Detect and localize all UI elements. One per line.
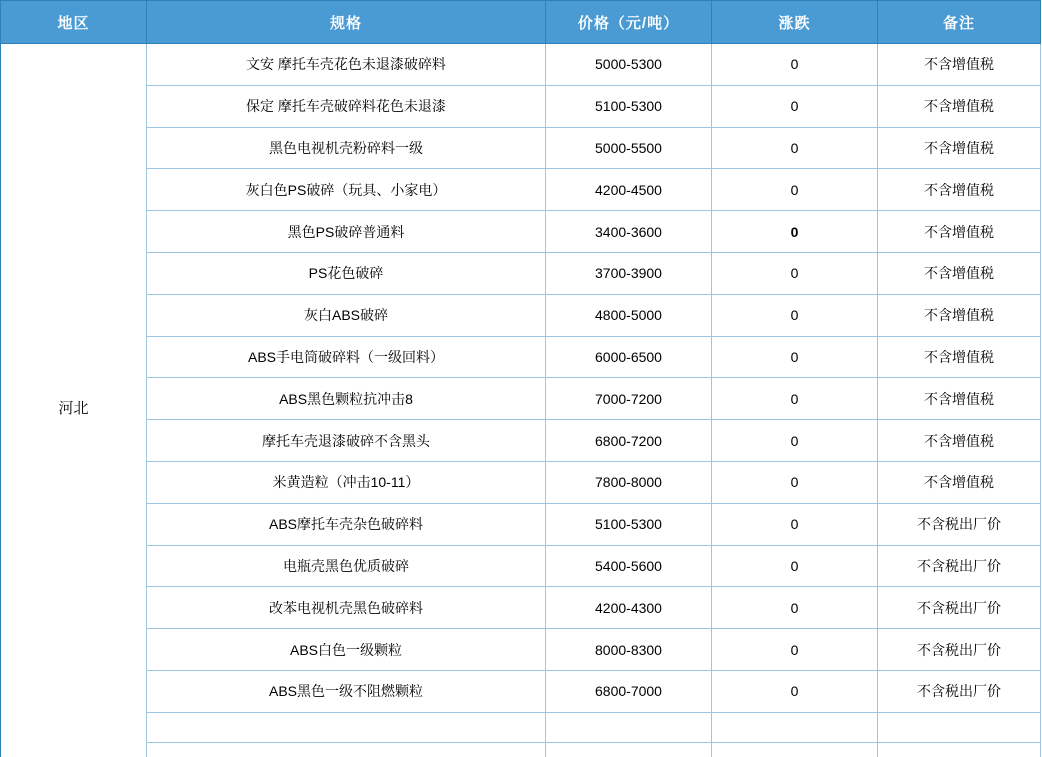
table-row: [1, 44, 1041, 86]
spec-cell: ABS黑色颗粒抗冲击8: [147, 378, 546, 420]
remark-cell: [878, 712, 1041, 742]
remark-cell: [878, 742, 1041, 757]
price-cell: 5000-5300: [546, 44, 712, 86]
change-cell: 0: [712, 85, 878, 127]
change-cell: 0: [712, 294, 878, 336]
price-cell: 5100-5300: [546, 85, 712, 127]
spec-cell: 改苯电视机壳黑色破碎料: [147, 587, 546, 629]
spec-cell: [147, 712, 546, 742]
table-row: [1, 294, 1041, 336]
price-cell: 4800-5000: [546, 294, 712, 336]
remark-cell: 不含税出厂价: [878, 545, 1041, 587]
spec-cell: ABS手电筒破碎料（一级回料）: [147, 336, 546, 378]
table-row: [1, 127, 1041, 169]
table-row: [1, 629, 1041, 671]
spec-cell: 电瓶壳黑色优质破碎: [147, 545, 546, 587]
column-header-spec: 规格: [147, 1, 546, 44]
table-row: [1, 336, 1041, 378]
remark-cell: 不含增值税: [878, 461, 1041, 503]
header-row: [1, 1, 1041, 44]
price-cell: 6800-7200: [546, 420, 712, 462]
change-cell: 0: [712, 629, 878, 671]
remark-cell: 不含增值税: [878, 44, 1041, 86]
remark-cell: 不含税出厂价: [878, 670, 1041, 712]
remark-cell: 不含增值税: [878, 378, 1041, 420]
change-cell: [712, 712, 878, 742]
table-body: [1, 44, 1041, 757]
table-row: [1, 503, 1041, 545]
price-cell: 7000-7200: [546, 378, 712, 420]
spec-cell: ABS黑色一级不阻燃颗粒: [147, 670, 546, 712]
price-cell: [546, 742, 712, 757]
remark-cell: 不含增值税: [878, 336, 1041, 378]
column-header-remark: 备注: [878, 1, 1041, 44]
spec-cell: 摩托车壳退漆破碎不含黑头: [147, 420, 546, 462]
column-header-change: 涨跌: [712, 1, 878, 44]
spec-cell: ABS摩托车壳杂色破碎料: [147, 503, 546, 545]
spec-cell: 灰白ABS破碎: [147, 294, 546, 336]
price-cell: 4200-4500: [546, 169, 712, 211]
change-cell: [712, 742, 878, 757]
table-row: [1, 420, 1041, 462]
price-cell: 5000-5500: [546, 127, 712, 169]
table-row: [1, 169, 1041, 211]
change-cell: 0: [712, 336, 878, 378]
price-cell: 6000-6500: [546, 336, 712, 378]
table-row: [1, 85, 1041, 127]
change-cell: 0: [712, 127, 878, 169]
price-cell: 8000-8300: [546, 629, 712, 671]
column-header-region: 地区: [1, 1, 147, 44]
price-cell: 3700-3900: [546, 252, 712, 294]
table-row: [1, 378, 1041, 420]
change-cell: 0: [712, 587, 878, 629]
spec-cell: 保定 摩托车壳破碎料花色未退漆: [147, 85, 546, 127]
table-row: [1, 252, 1041, 294]
change-cell: 0: [712, 252, 878, 294]
change-cell: 0: [712, 378, 878, 420]
change-cell: 0: [712, 44, 878, 86]
change-cell: 0: [712, 545, 878, 587]
remark-cell: 不含税出厂价: [878, 629, 1041, 671]
spec-cell: 文安 摩托车壳花色未退漆破碎料: [147, 44, 546, 86]
price-cell: [546, 712, 712, 742]
change-cell: 0: [712, 169, 878, 211]
change-cell: 0: [712, 420, 878, 462]
price-cell: 6800-7000: [546, 670, 712, 712]
spec-cell: 黑色电视机壳粉碎料一级: [147, 127, 546, 169]
table-row: [1, 587, 1041, 629]
table-row: [1, 461, 1041, 503]
price-cell: 4200-4300: [546, 587, 712, 629]
table-row: [1, 211, 1041, 253]
remark-cell: 不含税出厂价: [878, 587, 1041, 629]
table-row: [1, 670, 1041, 712]
spec-cell: 米黄造粒（冲击10-11）: [147, 461, 546, 503]
price-cell: 5400-5600: [546, 545, 712, 587]
spec-cell: 灰白色PS破碎（玩具、小家电）: [147, 169, 546, 211]
table-row: [1, 712, 1041, 742]
remark-cell: 不含税出厂价: [878, 503, 1041, 545]
price-cell: 7800-8000: [546, 461, 712, 503]
change-cell: 0: [712, 211, 878, 253]
remark-cell: 不含增值税: [878, 420, 1041, 462]
table-row: [1, 742, 1041, 757]
remark-cell: 不含增值税: [878, 85, 1041, 127]
spec-cell: [147, 742, 546, 757]
spec-cell: PS花色破碎: [147, 252, 546, 294]
remark-cell: 不含增值税: [878, 294, 1041, 336]
remark-cell: 不含增值税: [878, 127, 1041, 169]
change-cell: 0: [712, 503, 878, 545]
price-cell: 3400-3600: [546, 211, 712, 253]
region-cell: 河北: [1, 44, 147, 757]
remark-cell: 不含增值税: [878, 169, 1041, 211]
remark-cell: 不含增值税: [878, 211, 1041, 253]
table-row: [1, 545, 1041, 587]
table-header: [1, 1, 1041, 44]
spec-cell: ABS白色一级颗粒: [147, 629, 546, 671]
change-cell: 0: [712, 670, 878, 712]
spec-cell: 黑色PS破碎普通料: [147, 211, 546, 253]
remark-cell: 不含增值税: [878, 252, 1041, 294]
price-cell: 5100-5300: [546, 503, 712, 545]
column-header-price: 价格（元/吨）: [546, 1, 712, 44]
change-cell: 0: [712, 461, 878, 503]
